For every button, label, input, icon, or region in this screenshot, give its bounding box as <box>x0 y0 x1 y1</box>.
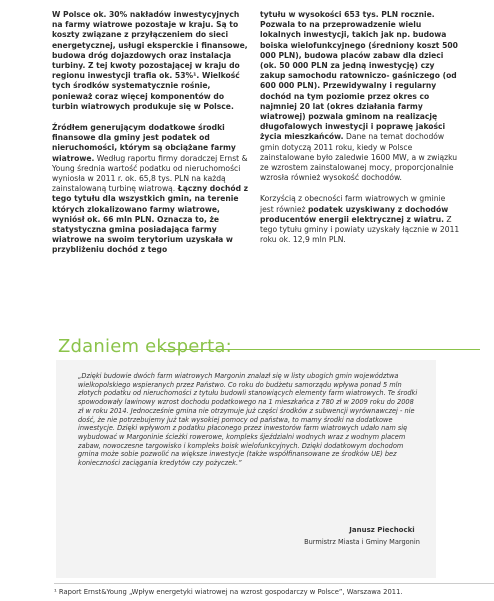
left-paragraph-2 <box>52 123 250 256</box>
right-p2-normal-b: Z tego tytułu gminy i powiaty uzyskały łącznie w 2011 roku ok. 12,9 mln PLN. <box>260 214 460 245</box>
left-p2-bold-a: Źródłem generującym dodatkowe środki finansowe dla gminy jest podatek od nieruchomości, którym są obciążane farmy wiatrowe. <box>52 123 236 163</box>
right-p2-normal-a: Korzyścią z obecności farm wiatrowych w gminie jest również <box>260 194 446 214</box>
right-p2-bold: podatek uzyskiwany z dochodów producentów energii elektrycznej z wiatru. <box>260 204 449 224</box>
right-paragraph-1 <box>260 10 460 183</box>
left-paragraph-1: W Polsce ok. 30% nakładów inwestycyjnych na farmy wiatrowe pozostaje w kraju. Są to koszty związane z przyłączeniem do sieci energetycznej, usługi eksperckie i finansowe, budowa dróg dojazdowych oraz instalacja turbiny. Z tej kwoty pozostającej w kraju do regionu inwestycji trafia ok. 53%¹. Wielkość tych środków systematycznie rośnie, ponieważ coraz więcej komponentów do turbin wiatrowych produkuje się w Polsce. <box>52 10 248 111</box>
footnote: ¹ Raport Ernst&Young „Wpływ energetyki wiatrowej na wzrost gospodarczy w Polsce”, Warszawa 2011. <box>54 588 403 596</box>
expert-heading: Zdaniem eksperta: <box>58 336 232 357</box>
left-p2-normal: Według raportu firmy doradczej Ernst & Young średnia wartość podatku od nieruchomości wyniosła w 2011 r. ok. 65,8 tys. PLN na każdą zainstalowaną turbinę wiatrową. <box>52 153 248 194</box>
expert-quote: „Dzięki budowie dwóch farm wiatrowych Margonin znalazł się w listy ubogich gmin województwa wielkopolskiego wspieranych przez Państwo. Co roku do budżetu samorządu wpływa ponad 5 mln złotych podatku od nieruchomości z tytułu budowli stanowiących elementy farm wiatrowych. Te środki spowodowały lawinowy wzrost dochodu podatkowego na 1 mieszkańca z 780 zł w 2009 roku do 2008 zł w roku 2014. Jednocześnie gmina nie otrzymuje już części środków z subwencji wyrównawczej - nie dość, że nie potrzebujemy już tak wysokiej pomocy od państwa, to mamy środki na dodatkowe inwestycje. Dzięki wpływom z podatku płaconego przez inwestorów farm wiatrowych udało nam się wybudować w Margoninie ścieżki rowerowe, kompleks śjeździalni wodnych wraz z wodnym placem zabaw, nowoczesne targowisko i kompleks boisk wielofunkcyjnych. Dzięki dodatkowym dochodom gmina może sobie pozwolić na większe inwestycje (także współfinansowane ze środków UE) bez konieczności zaciągania kredytów czy pożyczek.” <box>78 372 418 468</box>
expert-heading-rule <box>160 349 480 350</box>
expert-name: Janusz Piechocki <box>349 526 415 534</box>
expert-role: Burmistrz Miasta i Gminy Margonin <box>304 538 420 546</box>
left-column <box>52 10 250 267</box>
right-p1-normal: Dane na temat dochodów gmin dotyczą 2011 roku, kiedy w Polsce zainstalowane było zaledwie 1600 MW, a w związku ze wzrostem zainstalowanej mocy, proporcjonalnie wzrosła również wysokość dochodów. <box>260 132 458 183</box>
footnote-divider <box>54 583 494 584</box>
right-column <box>260 10 460 256</box>
left-p2-bold-b: Łączny dochód z tego tytułu dla wszystkich gmin, na terenie których zlokalizowano farmy wiatrowe, wyniósł ok. 66 mln PLN. Oznacza to, że statystyczna gmina posiadająca farmy wiatrowe na swoim terytorium uzyskała w przybliżeniu dochód z tego <box>52 184 249 255</box>
right-p1-bold: tytułu w wysokości 653 tys. PLN rocznie. Pozwala to na przeprowadzenie wielu lokalnych inwestycji, takich jak np. budowa boiska wielofunkcyjnego (średniony koszt 500 000 PLN), budowa placów zabaw dla dzieci (ok. 50 000 PLN za jedną inwestycję) czy zakup samochodu ratowniczo- gaśniczego (od 600 000 PLN). Przewidywalny i regularny dochód na tym poziomie przez okres co najmniej 20 lat (okres działania farmy wiatrowej) pozwala gminom na realizację długofalowych inwestycji i poprawę jakości życia mieszkańców. <box>260 10 458 142</box>
right-paragraph-2 <box>260 194 460 245</box>
